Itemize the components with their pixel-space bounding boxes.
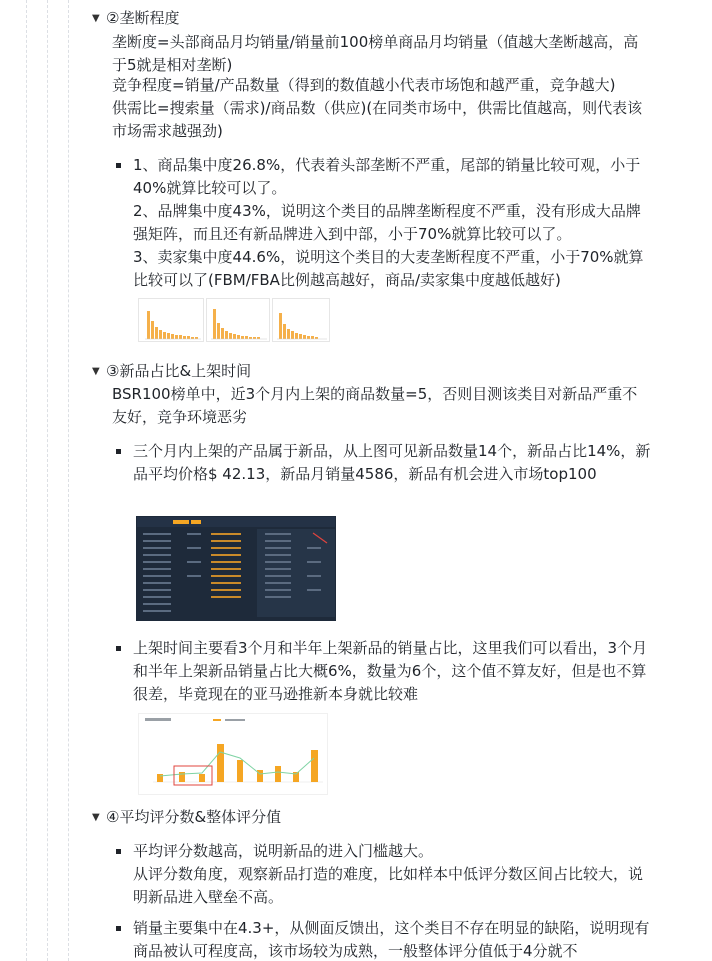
- new-product-dashboard-thumbnail[interactable]: [136, 516, 336, 621]
- list-item-text: 3、卖家集中度44.6%，说明这个类目的大麦垄断程度不严重，小于70%就算比较可以了(FBM/FBA比例越高越好，商品/卖家集中度越低越好): [133, 248, 644, 289]
- list-item-text: 上架时间主要看3个月和半年上架新品的销量占比，这里我们可以看出，3个月和半年上架新品销量占比大概6%，数量为6个，这个值不算友好，但是也不算很差，毕竟现在的亚马逊推新本身就比较难: [133, 639, 648, 703]
- concentration-chart-thumbnail[interactable]: [138, 298, 204, 342]
- launch-time-chart-thumbnail[interactable]: [138, 713, 328, 795]
- section-title: ③新品占比&上架时间: [106, 362, 252, 380]
- paragraph: 垄断度=头部商品月均销量/销量前100榜单商品月均销量（值越大垄断越高，高于5就是相对垄断): [112, 33, 639, 74]
- dashboard-image: [137, 517, 336, 621]
- indent-guide: [26, 0, 27, 961]
- square-bullet-icon: [116, 646, 121, 651]
- list-item-text: 1、商品集中度26.8%，代表着头部垄断不严重，尾部的销量比较可观，小于40%就算比较可以了。: [133, 156, 641, 197]
- list-item-text: 三个月内上架的产品属于新品，从上图可见新品数量14个，新品占比14%，新品平均价格$ 42.13，新品月销量4586，新品有机会进入市场top100: [133, 442, 651, 483]
- square-bullet-icon: [116, 449, 121, 454]
- indent-guide: [47, 0, 48, 961]
- triangle-down-icon[interactable]: ▼: [92, 12, 100, 24]
- square-bullet-icon: [116, 849, 121, 854]
- triangle-down-icon[interactable]: ▼: [92, 811, 100, 823]
- bar-chart-image: [207, 299, 270, 342]
- list-item-text: 销量主要集中在4.3+，从侧面反馈出，这个类目不存在明显的缺陷，说明现有商品被认可程度高，该市场较为成熟，一般整体评分值低于4分就不: [133, 919, 650, 960]
- list-item-text: 平均评分数越高，说明新品的进入门槛越大。: [133, 842, 434, 860]
- section-title: ②垄断程度: [106, 9, 180, 27]
- paragraph: 供需比=搜索量（需求)/商品数（供应)(在同类市场中，供需比值越高，则代表该市场需求越强劲): [112, 99, 643, 140]
- bar-chart-image: [273, 299, 330, 342]
- list-item-text: 从评分数角度，观察新品打造的难度，比如样本中低评分数区间占比较大，说明新品进入壁垒不高。: [133, 865, 644, 906]
- paragraph: 竞争程度=销量/产品数量（得到的数值越小代表市场饱和越严重，竞争越大): [112, 76, 616, 94]
- bar-chart-image: [139, 299, 204, 342]
- list-item-text: 2、品牌集中度43%，说明这个类目的品牌垄断程度不严重，没有形成大品牌强矩阵，而且还有新品牌进入到中部，小于70%就算比较可以了。: [133, 202, 641, 243]
- paragraph: BSR100榜单中，近3个月内上架的商品数量=5，否则目测该类目对新品严重不友好，竞争环境恶劣: [112, 385, 638, 426]
- concentration-chart-thumbnail[interactable]: [272, 298, 330, 342]
- square-bullet-icon: [116, 926, 121, 931]
- square-bullet-icon: [116, 163, 121, 168]
- section-heading[interactable]: [92, 359, 251, 383]
- triangle-down-icon[interactable]: ▼: [92, 365, 100, 377]
- concentration-chart-thumbnail[interactable]: [206, 298, 270, 342]
- section-heading[interactable]: [92, 805, 281, 829]
- indent-guide: [68, 0, 69, 961]
- section-heading[interactable]: [92, 6, 179, 30]
- section-title: ④平均评分数&整体评分值: [106, 808, 282, 826]
- bar-line-chart-image: [139, 714, 328, 795]
